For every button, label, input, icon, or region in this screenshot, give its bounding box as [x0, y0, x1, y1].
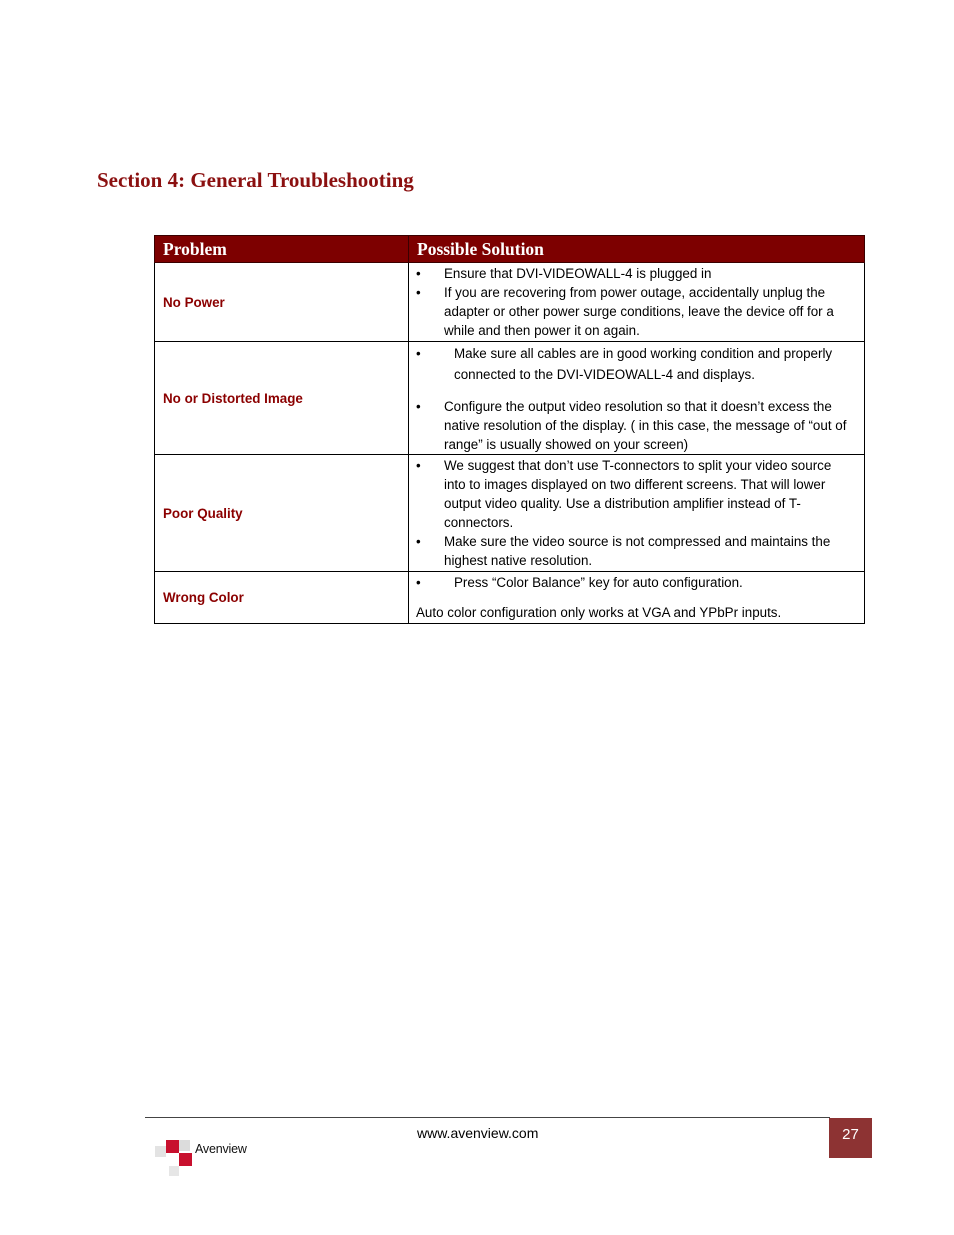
- footer-url[interactable]: www.avenview.com: [417, 1125, 539, 1141]
- problem-cell: Poor Quality: [155, 455, 409, 572]
- table-row: [155, 263, 865, 342]
- problem-cell: No Power: [155, 263, 409, 342]
- note-text: Auto color configuration only works at VGA and YPbPr inputs.: [416, 605, 782, 620]
- avenview-logo: [155, 1136, 265, 1180]
- table-row: [155, 455, 865, 572]
- table-header-row: [155, 236, 865, 263]
- footer-divider: [145, 1117, 830, 1118]
- list-item: • If you are recovering from power outage, accidentally unplug the adapter or other power surge conditions, leave the device off for a while and then power it on again.: [416, 283, 852, 340]
- solution-cell: [409, 455, 865, 572]
- list-item: • We suggest that don’t use T-connectors to split your video source into to images displayed on two different screens. That will lower output video quality. Use a distribution amplifier instead of T-connectors.: [416, 456, 852, 532]
- solution-cell: [409, 342, 865, 455]
- logo-square-red: [166, 1140, 179, 1153]
- solution-cell: [409, 263, 865, 342]
- list-item: • Make sure the video source is not compressed and maintains the highest native resolution.: [416, 532, 852, 570]
- list-item: • Press “Color Balance” key for auto configuration.: [416, 573, 852, 592]
- list-item: • Make sure all cables are in good working condition and properly connected to the DVI-VIDEOWALL-4 and displays.: [416, 343, 852, 385]
- section-title: Section 4: General Troubleshooting: [97, 168, 414, 192]
- table-row: [155, 342, 865, 455]
- troubleshooting-table: [154, 235, 865, 624]
- problem-cell: Wrong Color: [155, 572, 409, 624]
- logo-square-red: [179, 1153, 192, 1166]
- solution-cell: [409, 572, 865, 624]
- header-solution: Possible Solution: [409, 236, 865, 263]
- header-problem: Problem: [155, 236, 409, 263]
- list-item: • Ensure that DVI-VIDEOWALL-4 is plugged in: [416, 264, 852, 283]
- page-number: 27: [829, 1118, 872, 1158]
- table-row: [155, 572, 865, 624]
- logo-square-gray: [169, 1166, 179, 1176]
- problem-cell: No or Distorted Image: [155, 342, 409, 455]
- logo-text: Avenview: [195, 1142, 247, 1156]
- logo-square-gray: [155, 1146, 166, 1157]
- list-item: • Configure the output video resolution so that it doesn’t excess the native resolution of the display. ( in this case, the message of “out of range” is usually showed on your screen): [416, 397, 852, 454]
- logo-square-gray: [179, 1140, 190, 1151]
